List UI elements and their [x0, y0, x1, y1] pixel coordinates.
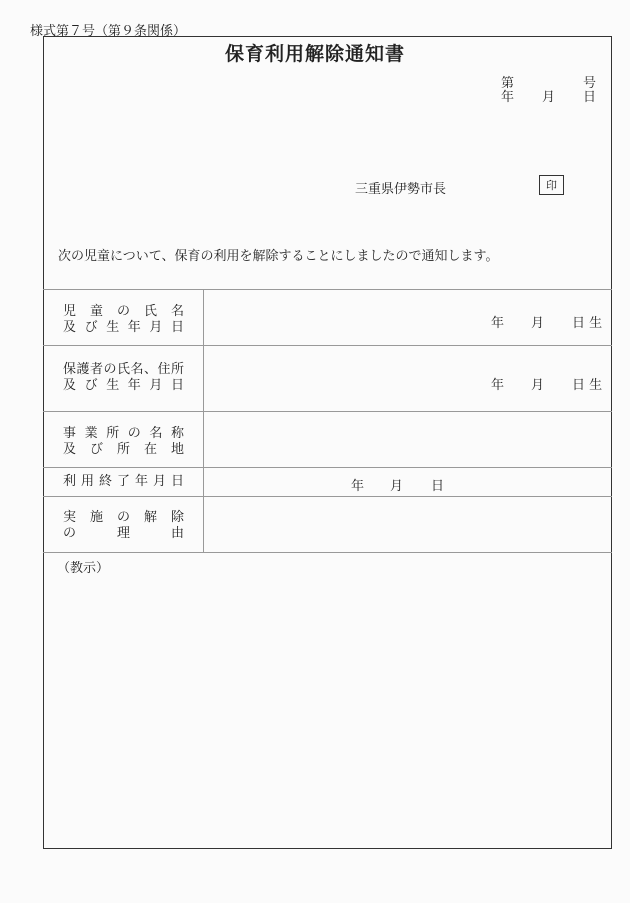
end-date-year: 年 — [351, 479, 365, 494]
child-label-line2: 及び生年月日 — [63, 320, 184, 335]
reason-label — [63, 510, 184, 542]
number-prefix: 第 — [501, 76, 515, 91]
guardian-label-line2: 及び生年月日 — [63, 378, 184, 393]
reason-label-line2: の理由 — [63, 526, 184, 541]
child-birth-day: 日 生 — [572, 316, 603, 331]
child-birth-month: 月 — [531, 316, 545, 331]
guardian-label — [63, 362, 184, 394]
table-column-divider — [203, 289, 204, 552]
table-rule-4 — [43, 496, 612, 497]
issuer-name: 三重県伊勢市長 — [355, 182, 447, 197]
child-name-label — [63, 304, 184, 336]
facility-label-line1: 事業所の名称 — [63, 426, 184, 441]
child-birth-year: 年 — [491, 316, 505, 331]
notice-text: 次の児童について、保育の利用を解除することにしましたので通知します。 — [58, 249, 499, 264]
end-date-month: 月 — [390, 479, 404, 494]
seal-box: 印 — [539, 175, 564, 195]
table-rule-3 — [43, 467, 612, 468]
guardian-birth-month: 月 — [531, 378, 545, 393]
table-rule-1 — [43, 345, 612, 346]
end-date-label-text: 利用終了年月日 — [63, 474, 184, 489]
end-date-day: 日 — [431, 479, 445, 494]
number-suffix: 号 — [583, 76, 597, 91]
facility-label-line2: 及び所在地 — [63, 442, 184, 457]
table-rule-top — [43, 289, 612, 290]
facility-label — [63, 426, 184, 458]
reason-label-line1: 実施の解除 — [63, 510, 184, 525]
table-rule-2 — [43, 411, 612, 412]
instruction-label: （教示） — [57, 561, 110, 576]
date-month: 月 — [542, 90, 556, 105]
child-label-line1: 児童の氏名 — [63, 304, 184, 319]
guardian-label-line1: 保護者の氏名、住所 — [63, 362, 184, 377]
date-day: 日 — [583, 90, 597, 105]
end-date-label — [63, 474, 184, 490]
guardian-birth-day: 日 生 — [572, 378, 603, 393]
date-year: 年 — [501, 90, 515, 105]
form-number-label: 様式第７号（第９条関係） — [30, 24, 187, 39]
document-title: 保育利用解除通知書 — [224, 43, 405, 65]
guardian-birth-year: 年 — [491, 378, 505, 393]
table-rule-bottom — [43, 552, 612, 553]
